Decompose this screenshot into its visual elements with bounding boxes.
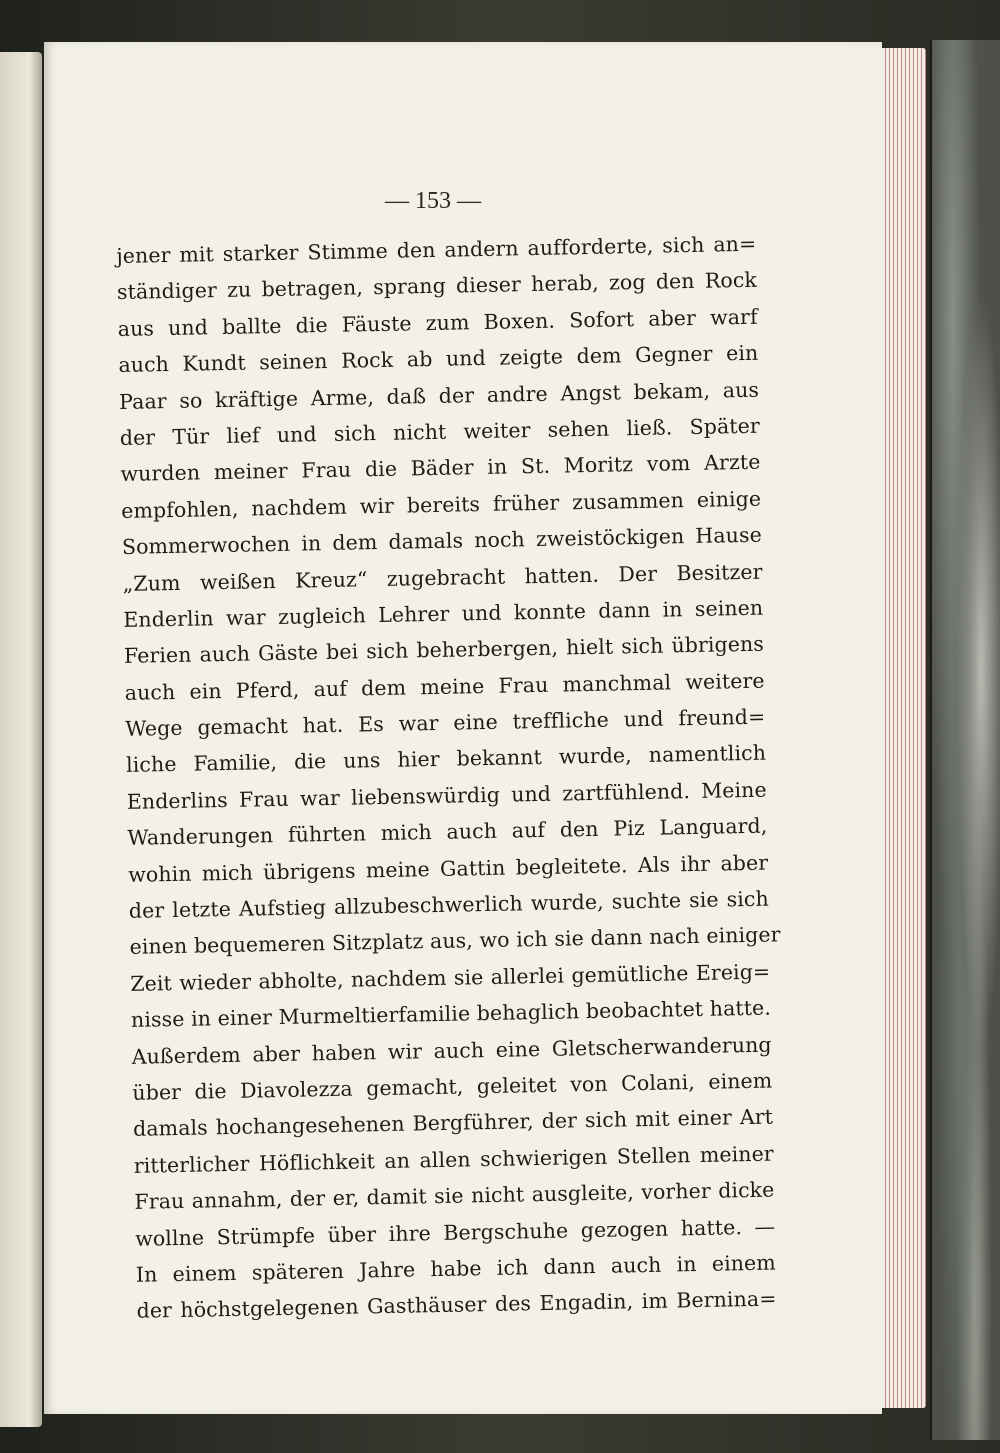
text-line: aus und ballte die Fäuste zum Boxen. Sofort aber warf bbox=[117, 304, 758, 341]
left-page-edge bbox=[0, 52, 42, 1427]
text-line: damals hochangesehenen Bergführer, der sich mit einer Art bbox=[132, 1104, 774, 1142]
text-line: liche Familie, die uns hier bekannt wurde, namentlich bbox=[125, 741, 767, 778]
page-stack-edge bbox=[878, 48, 926, 1408]
text-line: der letzte Aufstieg allzubeschwerlich wurde, suchte sie sich bbox=[128, 886, 770, 923]
text-line: wurden meiner Frau die Bäder in St. Moritz vom Arzte bbox=[120, 450, 761, 487]
text-line: Paar so kräftige Arme, daß der andre Angst bekam, aus bbox=[118, 377, 760, 414]
text-line: nisse in einer Murmeltierfamilie behaglich beobachtet hatte. bbox=[130, 995, 772, 1033]
text-line: Wege gemacht hat. Es war eine treffliche und freund= bbox=[125, 704, 766, 741]
text-line: Ferien auch Gäste bei sich beherbergen, hielt sich übrigens bbox=[123, 631, 765, 669]
text-line: ritterlicher Höflichkeit an allen schwierigen Stellen meiner bbox=[133, 1141, 774, 1178]
text-line: Frau annahm, der er, damit sie nicht ausgleite, vorher dicke bbox=[134, 1177, 775, 1214]
text-line: empfohlen, nachdem wir bereits früher zusammen einige bbox=[121, 486, 762, 523]
text-line: auch ein Pferd, auf dem meine Frau manchmal weitere bbox=[124, 668, 765, 705]
text-line: Wanderungen führten mich auch auf den Piz Languard, bbox=[127, 813, 768, 851]
text-line: wollne Strümpfe über ihre Bergschuhe gezogen hatte. — bbox=[134, 1214, 776, 1251]
page-text bbox=[116, 226, 781, 1330]
text-line: Zeit wieder abholte, nachdem sie allerlei gemütliche Ereig= bbox=[130, 959, 771, 996]
text-line: auch Kundt seinen Rock ab und zeigte dem Gegner ein bbox=[118, 340, 759, 378]
book-page bbox=[44, 42, 882, 1414]
text-line: Enderlin war zugleich Lehrer und konnte dann in seinen bbox=[123, 595, 764, 632]
text-line: In einem späteren Jahre habe ich dann auch in einem bbox=[135, 1250, 777, 1287]
text-line: Enderlins Frau war liebenswürdig und zartfühlend. Meine bbox=[126, 777, 767, 814]
text-line: Sommerwochen in dem damals noch zweistöckigen Hause bbox=[121, 522, 763, 560]
text-line: „Zum weißen Kreuz“ zugebracht hatten. Der Besitzer bbox=[122, 559, 763, 596]
text-line: wohin mich übrigens meine Gattin begleitete. Als ihr aber bbox=[127, 850, 769, 887]
marbled-cover-edge bbox=[930, 40, 1000, 1440]
text-line: ständiger zu betragen, sprang dieser herab, zog den Rock bbox=[116, 268, 758, 305]
text-line: jener mit starker Stimme den andern aufforderte, sich an= bbox=[116, 231, 757, 268]
page-number: — 153 — bbox=[385, 188, 481, 214]
text-line: einen bequemeren Sitzplatz aus, wo ich sie dann nach einiger bbox=[129, 922, 781, 960]
text-line: der höchstgelegenen Gasthäuser des Engadin, im Bernina= bbox=[136, 1286, 777, 1324]
text-line: Außerdem aber haben wir auch eine Gletscherwanderung bbox=[131, 1032, 772, 1069]
text-line: der Tür lief und sich nicht weiter sehen ließ. Später bbox=[119, 413, 760, 450]
text-line: über die Diavolezza gemacht, geleitet von Colani, einem bbox=[132, 1068, 773, 1105]
